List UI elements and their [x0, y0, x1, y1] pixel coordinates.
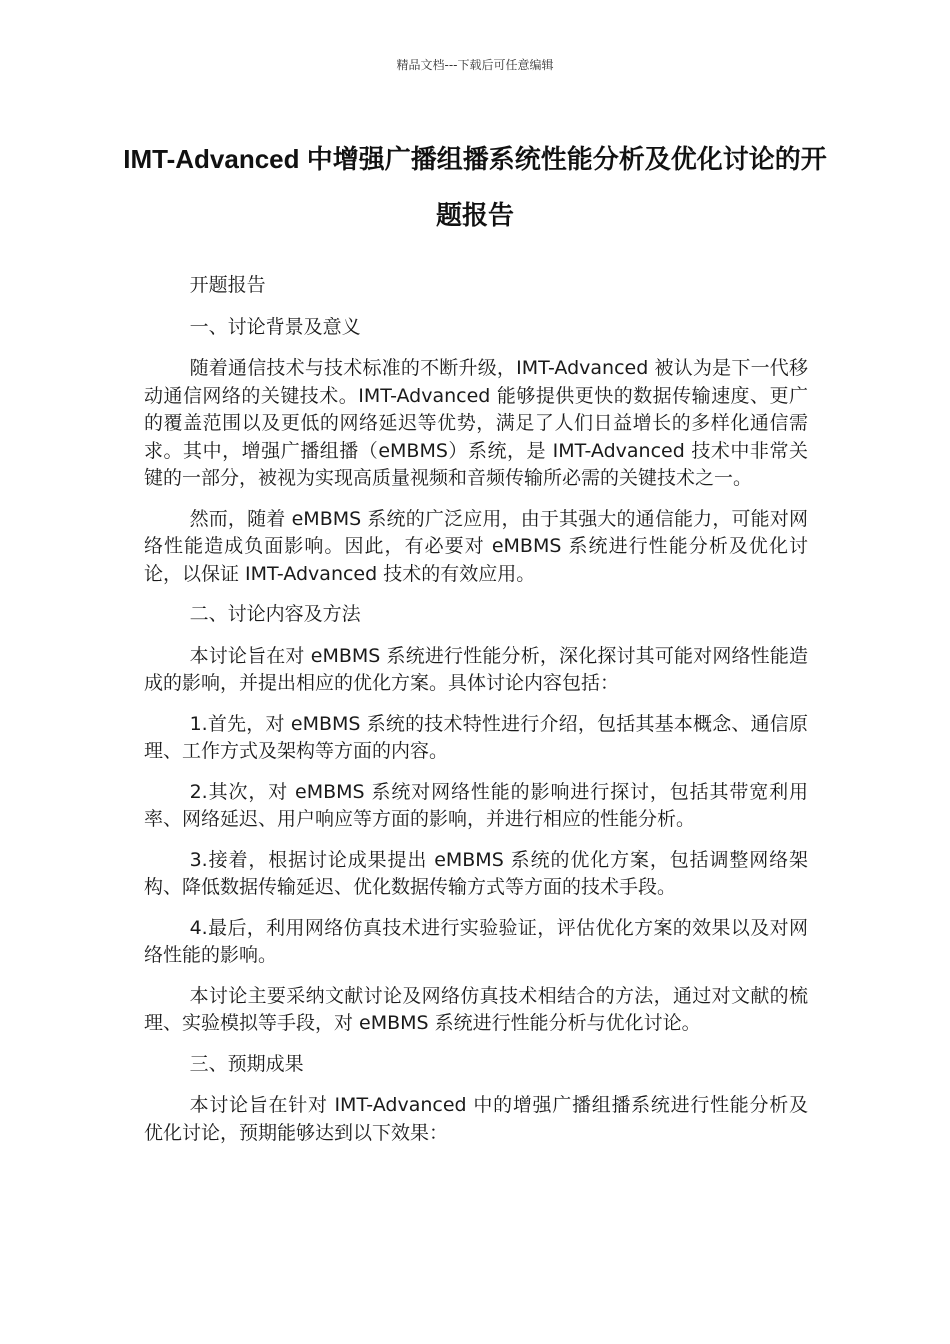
paragraph-expected-results: 本讨论旨在针对 IMT-Advanced 中的增强广播组播系统进行性能分析及优化讨论，预期能够达到以下效果：	[144, 1094, 808, 1144]
paragraph-background: 随着通信技术与技术标准的不断升级，IMT-Advanced 被认为是下一代移动通信网络的关键技术。IMT-Advanced 能够提供更快的数据传输速度、更广的覆盖范围以及更低的网络延迟等优势，满足了人们日益增长的多样化通信需求。其中，增强广播组播（eMBMS）系统，是 IMT-Advanced 技术中非常关键的一部分，被视为实现高质量视频和音频传输所必需的关键技术之一。	[144, 357, 808, 489]
document-title: IMT-Advanced 中增强广播组播系统性能分析及优化讨论的开题报告	[123, 144, 827, 230]
section-heading-content-method: 二、讨论内容及方法	[189, 603, 361, 625]
list-item-2: 2.其次，对 eMBMS 系统对网络性能的影响进行探讨，包括其带宽利用率、网络延迟、用户响应等方面的影响，并进行相应的性能分析。	[144, 780, 808, 830]
section-label-report: 开题报告	[189, 274, 266, 296]
list-item-3: 3.接着，根据讨论成果提出 eMBMS 系统的优化方案，包括调整网络架构、降低数据传输延迟、优化数据传输方式等方面的技术手段。	[144, 848, 808, 898]
paragraph-method: 本讨论主要采纳文献讨论及网络仿真技术相结合的方法，通过对文献的梳理、实验模拟等手段，对 eMBMS 系统进行性能分析与优化讨论。	[144, 984, 808, 1034]
section-heading-expected-results: 三、预期成果	[189, 1052, 304, 1075]
list-item-1: 1.首先，对 eMBMS 系统的技术特性进行介绍，包括其基本概念、通信原理、工作方式及架构等方面的内容。	[144, 712, 808, 762]
paragraph-motivation: 然而，随着 eMBMS 系统的广泛应用，由于其强大的通信能力，可能对网络性能造成负面影响。因此，有必要对 eMBMS 系统进行性能分析及优化讨论，以保证 IMT-Advanced 技术的有效应用。	[144, 507, 808, 585]
list-item-4: 4.最后，利用网络仿真技术进行实验验证，评估优化方案的效果以及对网络性能的影响。	[144, 916, 808, 966]
header-note: 精品文档---下载后可任意编辑	[396, 58, 554, 72]
paragraph-content-intro: 本讨论旨在对 eMBMS 系统进行性能分析，深化探讨其可能对网络性能造成的影响，并提出相应的优化方案。具体讨论内容包括：	[144, 644, 808, 694]
section-heading-background: 一、讨论背景及意义	[189, 315, 361, 338]
document-body	[144, 272, 808, 1160]
